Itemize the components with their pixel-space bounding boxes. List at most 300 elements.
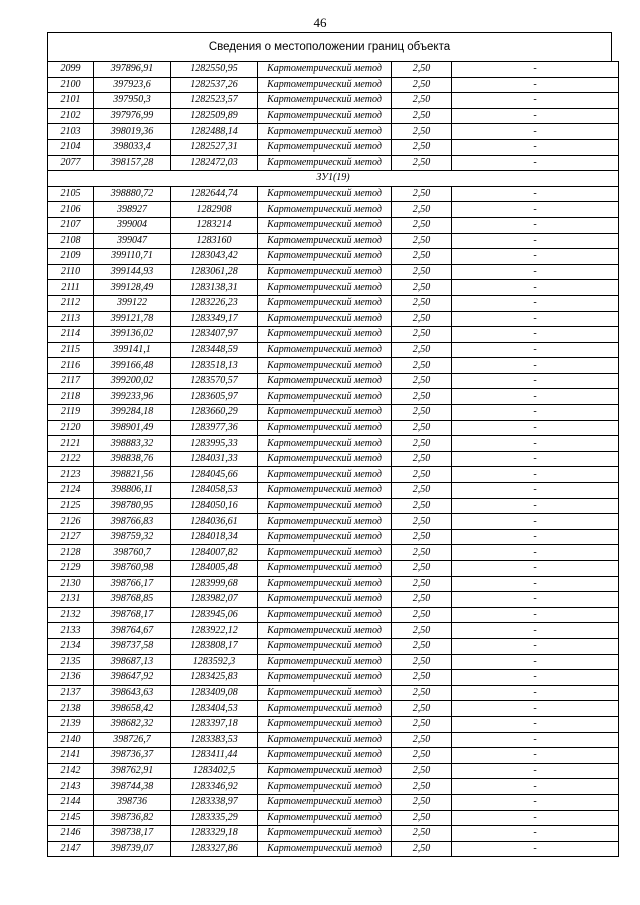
- x-coordinate-cell: 397950,3: [94, 93, 171, 109]
- accuracy-cell: 2,50: [392, 420, 452, 436]
- y-coordinate-cell: 1283160: [171, 233, 258, 249]
- accuracy-cell: 2,50: [392, 342, 452, 358]
- note-cell: -: [452, 77, 619, 93]
- point-number-cell: 2147: [48, 841, 94, 857]
- method-cell: Картометрический метод: [258, 810, 392, 826]
- x-coordinate-cell: 398033,4: [94, 139, 171, 155]
- point-number-cell: 2120: [48, 420, 94, 436]
- table-row: [48, 217, 619, 233]
- method-cell: Картометрический метод: [258, 498, 392, 514]
- table-row: [48, 685, 619, 701]
- x-coordinate-cell: 398760,7: [94, 545, 171, 561]
- accuracy-cell: 2,50: [392, 576, 452, 592]
- y-coordinate-cell: 1283346,92: [171, 779, 258, 795]
- accuracy-cell: 2,50: [392, 841, 452, 857]
- accuracy-cell: 2,50: [392, 514, 452, 530]
- note-cell: -: [452, 186, 619, 202]
- x-coordinate-cell: 398927: [94, 202, 171, 218]
- method-cell: Картометрический метод: [258, 592, 392, 608]
- accuracy-cell: 2,50: [392, 373, 452, 389]
- x-coordinate-cell: 398880,72: [94, 186, 171, 202]
- method-cell: Картометрический метод: [258, 529, 392, 545]
- note-cell: -: [452, 264, 619, 280]
- accuracy-cell: 2,50: [392, 529, 452, 545]
- x-coordinate-cell: 398682,32: [94, 716, 171, 732]
- y-coordinate-cell: 1283660,29: [171, 405, 258, 421]
- y-coordinate-cell: 1282644,74: [171, 186, 258, 202]
- note-cell: -: [452, 62, 619, 78]
- accuracy-cell: 2,50: [392, 561, 452, 577]
- note-cell: -: [452, 779, 619, 795]
- point-number-cell: 2138: [48, 701, 94, 717]
- method-cell: Картометрический метод: [258, 295, 392, 311]
- x-coordinate-cell: 398726,7: [94, 732, 171, 748]
- note-cell: -: [452, 607, 619, 623]
- note-cell: -: [452, 139, 619, 155]
- accuracy-cell: 2,50: [392, 436, 452, 452]
- point-number-cell: 2145: [48, 810, 94, 826]
- y-coordinate-cell: 1283404,53: [171, 701, 258, 717]
- table-row: [48, 62, 619, 78]
- note-cell: -: [452, 420, 619, 436]
- accuracy-cell: 2,50: [392, 592, 452, 608]
- point-number-cell: 2102: [48, 108, 94, 124]
- y-coordinate-cell: 1283411,44: [171, 748, 258, 764]
- method-cell: Картометрический метод: [258, 451, 392, 467]
- method-cell: Картометрический метод: [258, 217, 392, 233]
- method-cell: Картометрический метод: [258, 545, 392, 561]
- accuracy-cell: 2,50: [392, 732, 452, 748]
- table-row: [48, 638, 619, 654]
- accuracy-cell: 2,50: [392, 249, 452, 265]
- y-coordinate-cell: 1283448,59: [171, 342, 258, 358]
- method-cell: Картометрический метод: [258, 654, 392, 670]
- point-number-cell: 2121: [48, 436, 94, 452]
- point-number-cell: 2118: [48, 389, 94, 405]
- accuracy-cell: 2,50: [392, 467, 452, 483]
- y-coordinate-cell: 1283999,68: [171, 576, 258, 592]
- table-row: [48, 124, 619, 140]
- point-number-cell: 2116: [48, 358, 94, 374]
- point-number-cell: 2128: [48, 545, 94, 561]
- x-coordinate-cell: 399121,78: [94, 311, 171, 327]
- accuracy-cell: 2,50: [392, 716, 452, 732]
- accuracy-cell: 2,50: [392, 451, 452, 467]
- point-number-cell: 2103: [48, 124, 94, 140]
- point-number-cell: 2135: [48, 654, 94, 670]
- table-row: [48, 670, 619, 686]
- table-row: [48, 763, 619, 779]
- method-cell: Картометрический метод: [258, 576, 392, 592]
- table-row: [48, 405, 619, 421]
- note-cell: -: [452, 233, 619, 249]
- y-coordinate-cell: 1283061,28: [171, 264, 258, 280]
- method-cell: Картометрический метод: [258, 638, 392, 654]
- note-cell: -: [452, 202, 619, 218]
- x-coordinate-cell: 397896,91: [94, 62, 171, 78]
- point-number-cell: 2108: [48, 233, 94, 249]
- method-cell: Картометрический метод: [258, 186, 392, 202]
- table-row: [48, 311, 619, 327]
- y-coordinate-cell: 1283977,36: [171, 420, 258, 436]
- accuracy-cell: 2,50: [392, 545, 452, 561]
- note-cell: -: [452, 841, 619, 857]
- x-coordinate-cell: 399166,48: [94, 358, 171, 374]
- y-coordinate-cell: 1284031,33: [171, 451, 258, 467]
- y-coordinate-cell: 1282550,95: [171, 62, 258, 78]
- x-coordinate-cell: 398806,11: [94, 483, 171, 499]
- table-title: Сведения о местоположении границ объекта: [47, 32, 612, 61]
- x-coordinate-cell: 398019,36: [94, 124, 171, 140]
- note-cell: -: [452, 794, 619, 810]
- x-coordinate-cell: 398768,17: [94, 607, 171, 623]
- note-cell: -: [452, 467, 619, 483]
- note-cell: -: [452, 716, 619, 732]
- point-number-cell: 2130: [48, 576, 94, 592]
- x-coordinate-cell: 397923,6: [94, 77, 171, 93]
- page-number: 46: [313, 15, 327, 30]
- accuracy-cell: 2,50: [392, 124, 452, 140]
- y-coordinate-cell: 1284050,16: [171, 498, 258, 514]
- method-cell: Картометрический метод: [258, 841, 392, 857]
- accuracy-cell: 2,50: [392, 779, 452, 795]
- method-cell: Картометрический метод: [258, 139, 392, 155]
- x-coordinate-cell: 398768,85: [94, 592, 171, 608]
- point-number-cell: 2106: [48, 202, 94, 218]
- accuracy-cell: 2,50: [392, 155, 452, 171]
- y-coordinate-cell: 1283043,42: [171, 249, 258, 265]
- method-cell: Картометрический метод: [258, 62, 392, 78]
- x-coordinate-cell: 398780,95: [94, 498, 171, 514]
- method-cell: Картометрический метод: [258, 124, 392, 140]
- table-row: [48, 467, 619, 483]
- note-cell: -: [452, 561, 619, 577]
- table-row: [48, 483, 619, 499]
- table-row: [48, 592, 619, 608]
- point-number-cell: 2114: [48, 327, 94, 343]
- table-row: [48, 545, 619, 561]
- accuracy-cell: 2,50: [392, 358, 452, 374]
- method-cell: Картометрический метод: [258, 280, 392, 296]
- y-coordinate-cell: 1284007,82: [171, 545, 258, 561]
- table-row: [48, 716, 619, 732]
- method-cell: Картометрический метод: [258, 670, 392, 686]
- y-coordinate-cell: 1283982,07: [171, 592, 258, 608]
- table-row: [48, 202, 619, 218]
- y-coordinate-cell: 1283592,3: [171, 654, 258, 670]
- x-coordinate-cell: 398759,32: [94, 529, 171, 545]
- x-coordinate-cell: 398737,58: [94, 638, 171, 654]
- accuracy-cell: 2,50: [392, 685, 452, 701]
- method-cell: Картометрический метод: [258, 233, 392, 249]
- table-row: [48, 249, 619, 265]
- x-coordinate-cell: 398883,32: [94, 436, 171, 452]
- point-number-cell: 2137: [48, 685, 94, 701]
- y-coordinate-cell: 1283922,12: [171, 623, 258, 639]
- x-coordinate-cell: 398643,63: [94, 685, 171, 701]
- table-row: [48, 794, 619, 810]
- table-row: [48, 514, 619, 530]
- note-cell: -: [452, 514, 619, 530]
- table-row: [48, 826, 619, 842]
- point-number-cell: 2099: [48, 62, 94, 78]
- point-number-cell: 2119: [48, 405, 94, 421]
- point-number-cell: 2109: [48, 249, 94, 265]
- x-coordinate-cell: 399004: [94, 217, 171, 233]
- method-cell: Картометрический метод: [258, 327, 392, 343]
- note-cell: -: [452, 810, 619, 826]
- x-coordinate-cell: 399144,93: [94, 264, 171, 280]
- note-cell: -: [452, 701, 619, 717]
- table-row: [48, 264, 619, 280]
- table-row: [48, 436, 619, 452]
- note-cell: -: [452, 358, 619, 374]
- method-cell: Картометрический метод: [258, 763, 392, 779]
- table-row: [48, 108, 619, 124]
- x-coordinate-cell: 399122: [94, 295, 171, 311]
- table-row: [48, 779, 619, 795]
- y-coordinate-cell: 1283407,97: [171, 327, 258, 343]
- method-cell: Картометрический метод: [258, 264, 392, 280]
- accuracy-cell: 2,50: [392, 264, 452, 280]
- table-row: [48, 93, 619, 109]
- y-coordinate-cell: 1283335,29: [171, 810, 258, 826]
- y-coordinate-cell: 1283995,33: [171, 436, 258, 452]
- note-cell: -: [452, 732, 619, 748]
- x-coordinate-cell: 397976,99: [94, 108, 171, 124]
- accuracy-cell: 2,50: [392, 405, 452, 421]
- point-number-cell: 2112: [48, 295, 94, 311]
- note-cell: -: [452, 217, 619, 233]
- note-cell: -: [452, 93, 619, 109]
- x-coordinate-cell: 399128,49: [94, 280, 171, 296]
- table-row: [48, 748, 619, 764]
- note-cell: -: [452, 763, 619, 779]
- point-number-cell: 2140: [48, 732, 94, 748]
- y-coordinate-cell: 1283605,97: [171, 389, 258, 405]
- accuracy-cell: 2,50: [392, 794, 452, 810]
- y-coordinate-cell: 1283402,5: [171, 763, 258, 779]
- y-coordinate-cell: 1284005,48: [171, 561, 258, 577]
- table-row: [48, 280, 619, 296]
- method-cell: Картометрический метод: [258, 373, 392, 389]
- table-row: [48, 451, 619, 467]
- point-number-cell: 2100: [48, 77, 94, 93]
- note-cell: -: [452, 748, 619, 764]
- point-number-cell: 2111: [48, 280, 94, 296]
- table-row: [48, 607, 619, 623]
- point-number-cell: 2126: [48, 514, 94, 530]
- y-coordinate-cell: 1283808,17: [171, 638, 258, 654]
- x-coordinate-cell: 398687,13: [94, 654, 171, 670]
- point-number-cell: 2131: [48, 592, 94, 608]
- table-row: [48, 77, 619, 93]
- point-number-cell: 2077: [48, 155, 94, 171]
- point-number-cell: 2101: [48, 93, 94, 109]
- accuracy-cell: 2,50: [392, 280, 452, 296]
- point-number-cell: 2104: [48, 139, 94, 155]
- table-row: [48, 233, 619, 249]
- accuracy-cell: 2,50: [392, 763, 452, 779]
- accuracy-cell: 2,50: [392, 327, 452, 343]
- note-cell: -: [452, 124, 619, 140]
- table-row: [48, 373, 619, 389]
- accuracy-cell: 2,50: [392, 670, 452, 686]
- y-coordinate-cell: 1282488,14: [171, 124, 258, 140]
- x-coordinate-cell: 399284,18: [94, 405, 171, 421]
- section-row: [48, 171, 619, 187]
- note-cell: -: [452, 280, 619, 296]
- table-row: [48, 654, 619, 670]
- x-coordinate-cell: 398738,17: [94, 826, 171, 842]
- accuracy-cell: 2,50: [392, 654, 452, 670]
- method-cell: Картометрический метод: [258, 623, 392, 639]
- method-cell: Картометрический метод: [258, 436, 392, 452]
- note-cell: -: [452, 249, 619, 265]
- method-cell: Картометрический метод: [258, 716, 392, 732]
- note-cell: -: [452, 638, 619, 654]
- note-cell: -: [452, 311, 619, 327]
- note-cell: -: [452, 592, 619, 608]
- method-cell: Картометрический метод: [258, 607, 392, 623]
- note-cell: -: [452, 498, 619, 514]
- method-cell: Картометрический метод: [258, 311, 392, 327]
- method-cell: Картометрический метод: [258, 483, 392, 499]
- point-number-cell: 2117: [48, 373, 94, 389]
- table-row: [48, 327, 619, 343]
- method-cell: Картометрический метод: [258, 514, 392, 530]
- note-cell: -: [452, 295, 619, 311]
- note-cell: -: [452, 623, 619, 639]
- method-cell: Картометрический метод: [258, 202, 392, 218]
- accuracy-cell: 2,50: [392, 483, 452, 499]
- x-coordinate-cell: 398744,38: [94, 779, 171, 795]
- y-coordinate-cell: 1282509,89: [171, 108, 258, 124]
- x-coordinate-cell: 398658,42: [94, 701, 171, 717]
- point-number-cell: 2129: [48, 561, 94, 577]
- method-cell: Картометрический метод: [258, 701, 392, 717]
- x-coordinate-cell: 398764,67: [94, 623, 171, 639]
- point-number-cell: 2144: [48, 794, 94, 810]
- y-coordinate-cell: 1283425,83: [171, 670, 258, 686]
- table-row: [48, 420, 619, 436]
- method-cell: Картометрический метод: [258, 108, 392, 124]
- accuracy-cell: 2,50: [392, 810, 452, 826]
- point-number-cell: 2146: [48, 826, 94, 842]
- note-cell: -: [452, 327, 619, 343]
- x-coordinate-cell: 398647,92: [94, 670, 171, 686]
- table-row: [48, 561, 619, 577]
- y-coordinate-cell: 1282537,26: [171, 77, 258, 93]
- y-coordinate-cell: 1283338,97: [171, 794, 258, 810]
- accuracy-cell: 2,50: [392, 607, 452, 623]
- y-coordinate-cell: 1282527,31: [171, 139, 258, 155]
- x-coordinate-cell: 398739,07: [94, 841, 171, 857]
- table-row: [48, 389, 619, 405]
- table-row: [48, 732, 619, 748]
- x-coordinate-cell: 398736,82: [94, 810, 171, 826]
- accuracy-cell: 2,50: [392, 108, 452, 124]
- point-number-cell: 2133: [48, 623, 94, 639]
- x-coordinate-cell: 398762,91: [94, 763, 171, 779]
- method-cell: Картометрический метод: [258, 794, 392, 810]
- table-row: [48, 841, 619, 857]
- point-number-cell: 2141: [48, 748, 94, 764]
- table-body: [48, 62, 619, 857]
- x-coordinate-cell: 399136,02: [94, 327, 171, 343]
- method-cell: Картометрический метод: [258, 342, 392, 358]
- method-cell: Картометрический метод: [258, 561, 392, 577]
- accuracy-cell: 2,50: [392, 623, 452, 639]
- accuracy-cell: 2,50: [392, 233, 452, 249]
- point-number-cell: 2143: [48, 779, 94, 795]
- table-row: [48, 701, 619, 717]
- y-coordinate-cell: 1283329,18: [171, 826, 258, 842]
- method-cell: Картометрический метод: [258, 685, 392, 701]
- point-number-cell: 2139: [48, 716, 94, 732]
- table-row: [48, 186, 619, 202]
- y-coordinate-cell: 1284018,34: [171, 529, 258, 545]
- point-number-cell: 2142: [48, 763, 94, 779]
- note-cell: -: [452, 685, 619, 701]
- note-cell: -: [452, 451, 619, 467]
- y-coordinate-cell: 1283226,23: [171, 295, 258, 311]
- accuracy-cell: 2,50: [392, 186, 452, 202]
- table-row: [48, 342, 619, 358]
- table-row: [48, 155, 619, 171]
- note-cell: -: [452, 436, 619, 452]
- method-cell: Картометрический метод: [258, 467, 392, 483]
- accuracy-cell: 2,50: [392, 389, 452, 405]
- y-coordinate-cell: 1282472,03: [171, 155, 258, 171]
- method-cell: Картометрический метод: [258, 826, 392, 842]
- accuracy-cell: 2,50: [392, 217, 452, 233]
- y-coordinate-cell: 1282523,57: [171, 93, 258, 109]
- y-coordinate-cell: 1282908: [171, 202, 258, 218]
- y-coordinate-cell: 1283570,57: [171, 373, 258, 389]
- method-cell: Картометрический метод: [258, 389, 392, 405]
- x-coordinate-cell: 398821,56: [94, 467, 171, 483]
- point-number-cell: 2134: [48, 638, 94, 654]
- x-coordinate-cell: 399047: [94, 233, 171, 249]
- method-cell: Картометрический метод: [258, 93, 392, 109]
- note-cell: -: [452, 373, 619, 389]
- note-cell: -: [452, 405, 619, 421]
- accuracy-cell: 2,50: [392, 748, 452, 764]
- point-number-cell: 2124: [48, 483, 94, 499]
- accuracy-cell: 2,50: [392, 311, 452, 327]
- accuracy-cell: 2,50: [392, 826, 452, 842]
- x-coordinate-cell: 399200,02: [94, 373, 171, 389]
- accuracy-cell: 2,50: [392, 638, 452, 654]
- note-cell: -: [452, 826, 619, 842]
- x-coordinate-cell: 399141,1: [94, 342, 171, 358]
- note-cell: -: [452, 155, 619, 171]
- y-coordinate-cell: 1283138,31: [171, 280, 258, 296]
- x-coordinate-cell: 398766,17: [94, 576, 171, 592]
- x-coordinate-cell: 398736,37: [94, 748, 171, 764]
- y-coordinate-cell: 1284036,61: [171, 514, 258, 530]
- point-number-cell: 2136: [48, 670, 94, 686]
- point-number-cell: 2115: [48, 342, 94, 358]
- point-number-cell: 2107: [48, 217, 94, 233]
- accuracy-cell: 2,50: [392, 295, 452, 311]
- point-number-cell: 2122: [48, 451, 94, 467]
- method-cell: Картометрический метод: [258, 249, 392, 265]
- y-coordinate-cell: 1283214: [171, 217, 258, 233]
- table-row: [48, 295, 619, 311]
- table-row: [48, 139, 619, 155]
